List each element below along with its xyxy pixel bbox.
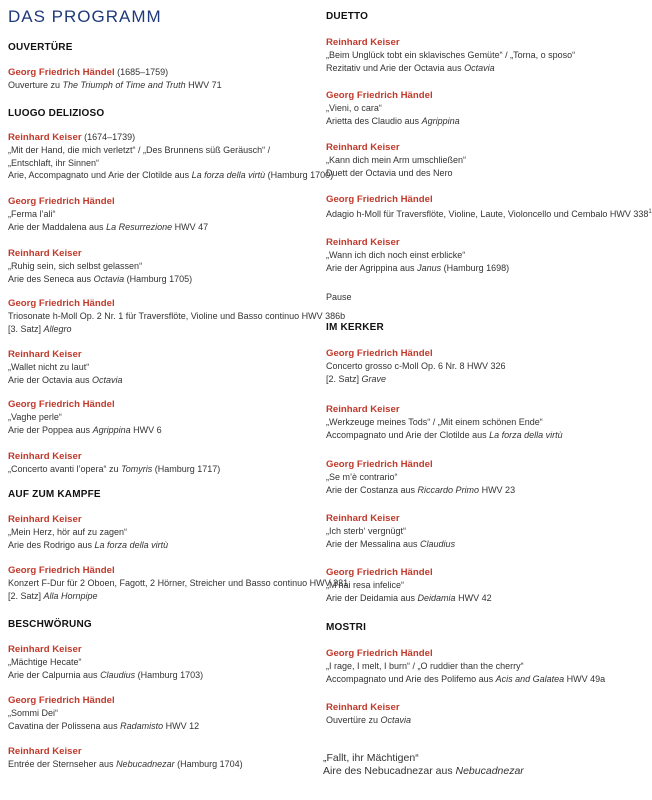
work-text: Ouvertüre zu (326, 715, 381, 725)
section-heading-im-kerker: IM KERKER (326, 322, 384, 333)
composer-line (326, 701, 636, 714)
program-entry (8, 564, 349, 602)
work-title: Deidamia (417, 592, 456, 603)
section-heading-ouverture: OUVERTÜRE (8, 42, 73, 53)
program-entry (8, 195, 308, 233)
composer-name: Reinhard Keiser (8, 132, 82, 143)
section-heading-luogo-delizioso: LUOGO DELIZIOSO (8, 108, 105, 119)
work-description-line (326, 206, 652, 221)
work-title: Alla Hornpipe (43, 590, 98, 601)
closing-piece (323, 752, 524, 778)
composer-name: Reinhard Keiser (326, 404, 400, 415)
work-title: Octavia (93, 273, 125, 284)
work-text: Accompagnato und Arie der Clotilde aus (326, 429, 490, 440)
work-text: Rezitativ und Arie der Octavia aus (326, 62, 465, 73)
work-text: „Vieni, o cara“ (326, 103, 382, 113)
closing-description: Aire des Nebucadnezar aus Nebucadnezar (323, 765, 524, 777)
work-description-line (8, 221, 308, 234)
work-title: La forza della virtù (489, 429, 563, 440)
composer-line (8, 348, 308, 361)
work-description-line (8, 758, 308, 771)
composer-name: Reinhard Keiser (8, 349, 82, 360)
work-description-line (326, 62, 636, 75)
work-text: „Entschlaft, ihr Sinnen“ (8, 157, 100, 168)
composer-line (8, 564, 308, 577)
work-text: Arie, Accompagnato und Arie der Clotilde aus (8, 170, 192, 181)
composer-line (326, 566, 636, 579)
composer-line (8, 131, 308, 144)
program-entry (326, 701, 636, 727)
work-text: „Wallet nicht zu laut“ (8, 362, 90, 372)
work-text: Duett der Octavia und des Nero (326, 167, 453, 178)
work-text: Arie der Messalina aus (326, 538, 421, 549)
composer-line (8, 694, 308, 707)
work-text: (Hamburg 1705) (124, 273, 193, 284)
program-entry (326, 193, 652, 221)
program-entry (326, 512, 636, 550)
work-description-line (8, 720, 308, 733)
program-entry (8, 398, 308, 436)
work-text: HWV 42 (455, 592, 492, 603)
work-description-line (8, 411, 308, 424)
work-text: [2. Satz] (8, 590, 44, 601)
work-text: Konzert F-Dur für 2 Oboen, Fagott, 2 Hörner, Streicher und Basso continuo HWV 331 (8, 578, 349, 588)
work-title: Agrippina (421, 115, 460, 126)
work-title: Octavia (464, 62, 495, 73)
work-description-line (8, 169, 334, 182)
work-text: Entrée der Sternseher aus (8, 759, 117, 769)
work-text: Arie der Poppea aus (8, 424, 93, 435)
composer-name: Georg Friedrich Händel (326, 194, 433, 205)
work-title: Janus (417, 262, 442, 273)
work-description-line (326, 360, 636, 373)
work-text: „Ferma l’ali“ (8, 209, 56, 219)
program-entry (326, 458, 636, 496)
composer-line (8, 450, 308, 463)
composer-name: Georg Friedrich Händel (326, 648, 433, 659)
work-description-line (8, 208, 308, 221)
program-entry (8, 643, 308, 681)
work-title: Claudius (420, 538, 456, 549)
work-description-line (8, 374, 308, 387)
footnote-marker: 1 (648, 209, 652, 215)
work-text: Cavatina der Polissena aus (8, 720, 121, 731)
work-text: Arie des Rodrigo aus (8, 539, 95, 550)
composer-line (8, 398, 308, 411)
work-description-line (326, 154, 636, 167)
composer-line (8, 297, 308, 310)
work-title: La forza della virtù (191, 170, 266, 181)
work-description-line (8, 310, 346, 323)
work-description-line (326, 673, 636, 686)
work-title: Riccardo Primo (417, 484, 480, 495)
work-description-line (8, 79, 308, 92)
work-title: Nebucadnezar (116, 759, 175, 769)
program-entry (326, 36, 636, 74)
work-text: Arie der Calpurnia aus (8, 669, 101, 680)
work-text: (Hamburg 1704) (174, 759, 243, 769)
work-text: HWV 6 (130, 424, 162, 435)
work-title: Octavia (92, 374, 123, 385)
work-description-line (326, 102, 636, 115)
work-title: La Resurrezione (106, 221, 173, 232)
work-title: La forza della virtù (94, 539, 169, 550)
composer-name: Georg Friedrich Händel (326, 348, 433, 359)
work-text: (Hamburg 1717) (152, 464, 221, 474)
composer-name: Reinhard Keiser (326, 142, 400, 153)
program-entry (326, 236, 636, 274)
work-title: Octavia (380, 715, 412, 725)
composer-name: Reinhard Keiser (326, 37, 400, 48)
work-description-line (8, 157, 308, 170)
work-text: HWV 47 (172, 221, 209, 232)
work-text: Triosonate h-Moll Op. 2 Nr. 1 für Traversflöte, Violine und Basso continuo HWV 386b (8, 311, 346, 321)
composer-line (326, 141, 636, 154)
work-text: „Vaghe perle“ (8, 412, 62, 422)
closing-title: „Fallt, ihr Mächtigen“ (323, 752, 419, 764)
work-text: „Wann ich dich noch einst erblicke“ (326, 250, 466, 260)
work-description-line (326, 249, 636, 262)
composer-name: Georg Friedrich Händel (326, 459, 433, 470)
work-text: [3. Satz] (8, 323, 44, 334)
work-text: Concerto grosso c-Moll Op. 6 Nr. 8 HWV 326 (326, 361, 506, 371)
work-text: (Hamburg 1703) (135, 669, 204, 680)
work-description-line (8, 577, 349, 590)
composer-line (8, 643, 308, 656)
work-description-line (8, 656, 308, 669)
composer-line (326, 36, 636, 49)
program-entry (8, 513, 308, 551)
program-entry (8, 694, 308, 732)
program-entry (326, 89, 636, 127)
work-text: Arie der Costanza aus (326, 484, 418, 495)
work-description-line (326, 579, 636, 592)
work-text: „Se m’è contrario“ (326, 472, 398, 482)
composer-name: Reinhard Keiser (326, 513, 400, 524)
work-text: „Mit der Hand, die mich verletzt“ / „Des Brunnens süß Geräusch“ / (8, 145, 271, 155)
work-description-line (8, 539, 308, 552)
work-title: Claudius (100, 669, 136, 680)
composer-name: Georg Friedrich Händel (326, 567, 433, 578)
composer-name: Reinhard Keiser (326, 237, 400, 248)
work-description-line (8, 424, 308, 437)
program-entry (8, 348, 308, 386)
work-title: Allegro (43, 323, 72, 334)
work-text: Arie des Seneca aus (8, 273, 94, 284)
work-text: „Beim Unglück tobt ein sklavisches Gemüte“ / „Torna, o sposo“ (326, 50, 576, 60)
composer-name: Georg Friedrich Händel (8, 565, 115, 576)
composer-line (326, 647, 636, 660)
work-description-line (326, 471, 636, 484)
section-heading-auf-zum-kampfe: AUF ZUM KAMPFE (8, 489, 101, 500)
work-description-line (326, 429, 636, 442)
section-heading-duetto: DUETTO (326, 11, 369, 22)
work-text: HWV 49a (564, 673, 606, 684)
program-entry (326, 647, 636, 685)
work-description-line (326, 373, 636, 386)
composer-line (8, 745, 308, 758)
composer-name: Georg Friedrich Händel (8, 695, 115, 706)
work-description-line (326, 592, 636, 605)
work-description-line (326, 484, 636, 497)
work-description-line (326, 49, 636, 62)
work-description-line (326, 525, 636, 538)
work-text: HWV 71 (185, 80, 222, 90)
work-text: Arietta des Claudio aus (326, 115, 422, 126)
section-heading-beschworung: BESCHWÖRUNG (8, 619, 92, 630)
composer-line (326, 403, 636, 416)
work-description-line (8, 273, 308, 286)
composer-name: Reinhard Keiser (8, 451, 82, 462)
work-title: Tomyris (121, 464, 153, 474)
work-description-line (326, 167, 636, 180)
work-text: [2. Satz] (326, 373, 362, 384)
composer-line (326, 193, 636, 206)
program-entry (326, 566, 636, 604)
work-description-line (326, 115, 636, 128)
program-entry (8, 450, 308, 476)
work-text: „I rage, I melt, I burn“ / „O ruddier than the cherry“ (326, 661, 524, 671)
work-text: „Werkzeuge meines Tods“ / „Mit einem schönen Ende“ (326, 417, 543, 427)
composer-name: Reinhard Keiser (8, 746, 82, 757)
composer-dates: (1674–1739) (84, 132, 136, 142)
work-title: Acis and Galatea (495, 673, 565, 684)
work-text: Arie der Deidamia aus (326, 592, 418, 603)
work-description-line (8, 590, 308, 603)
work-description-line (8, 707, 308, 720)
composer-line (326, 89, 636, 102)
composer-line (326, 458, 636, 471)
work-text: „Mein Herz, hör auf zu zagen“ (8, 527, 128, 537)
program-entry (8, 66, 308, 92)
work-text: Accompagnato und Arie des Polifemo aus (326, 673, 496, 684)
work-description-line (326, 262, 636, 275)
composer-name: Reinhard Keiser (326, 702, 400, 713)
work-description-line (8, 669, 308, 682)
composer-line (8, 513, 308, 526)
work-description-line (326, 660, 636, 673)
composer-line (326, 512, 636, 525)
composer-name: Reinhard Keiser (8, 248, 82, 259)
composer-name: Georg Friedrich Händel (8, 67, 115, 78)
work-text: „M’hai resa infelice“ (326, 580, 405, 590)
work-description-line (326, 714, 636, 727)
work-text: „Sommi Dei“ (8, 708, 59, 718)
work-title: Grave (361, 373, 387, 384)
program-entry (326, 403, 636, 441)
composer-line (326, 236, 636, 249)
work-text: Arie der Octavia aus (8, 374, 93, 385)
work-text: „Mächtige Hecate“ (8, 657, 82, 667)
work-text: „Concerto avanti l’opera“ zu (8, 464, 122, 474)
work-text: HWV 23 (479, 484, 516, 495)
work-text: HWV 12 (163, 720, 200, 731)
work-description-line (8, 361, 308, 374)
program-entry (326, 347, 636, 385)
work-description-line (8, 526, 308, 539)
program-entry (8, 131, 334, 182)
work-title: Radamisto (120, 720, 164, 731)
page-title: DAS PROGRAMM (8, 7, 162, 26)
program-entry (8, 745, 308, 771)
work-description-line (326, 538, 636, 551)
composer-line (326, 347, 636, 360)
work-text: (Hamburg 1700) (265, 170, 334, 181)
work-text: Arie der Maddalena aus (8, 221, 107, 232)
work-text: „Ich sterb‘ vergnügt“ (326, 526, 407, 536)
work-text: (Hamburg 1698) (441, 262, 510, 273)
work-description-line (8, 323, 308, 336)
composer-line (8, 66, 308, 79)
work-description-line (8, 463, 308, 476)
section-heading-mostri: MOSTRI (326, 622, 367, 633)
composer-name: Reinhard Keiser (8, 514, 82, 525)
composer-line (8, 195, 308, 208)
program-entry (326, 141, 636, 179)
program-entry (8, 247, 308, 285)
work-description-line (326, 416, 636, 429)
composer-name: Georg Friedrich Händel (326, 90, 433, 101)
work-text: Adagio h-Moll für Traversflöte, Violine, Laute, Violoncello und Cembalo HWV 338 (326, 209, 649, 219)
work-description-line (8, 144, 308, 157)
intermission-label: Pause (326, 292, 352, 302)
work-description-line (8, 260, 308, 273)
composer-line (8, 247, 308, 260)
composer-name: Reinhard Keiser (8, 644, 82, 655)
program-entry (8, 297, 346, 335)
work-title: Agrippina (92, 424, 131, 435)
composer-name: Georg Friedrich Händel (8, 298, 115, 309)
work-text: Ouverture zu (8, 80, 63, 90)
composer-dates: (1685–1759) (117, 67, 169, 77)
work-text: „Kann dich mein Arm umschließen“ (326, 155, 467, 165)
composer-name: Georg Friedrich Händel (8, 399, 115, 410)
work-text: Arie der Agrippina aus (326, 262, 418, 273)
work-title: The Triumph of Time and Truth (62, 80, 186, 90)
work-text: „Ruhig sein, sich selbst gelassen“ (8, 261, 143, 271)
composer-name: Georg Friedrich Händel (8, 196, 115, 207)
